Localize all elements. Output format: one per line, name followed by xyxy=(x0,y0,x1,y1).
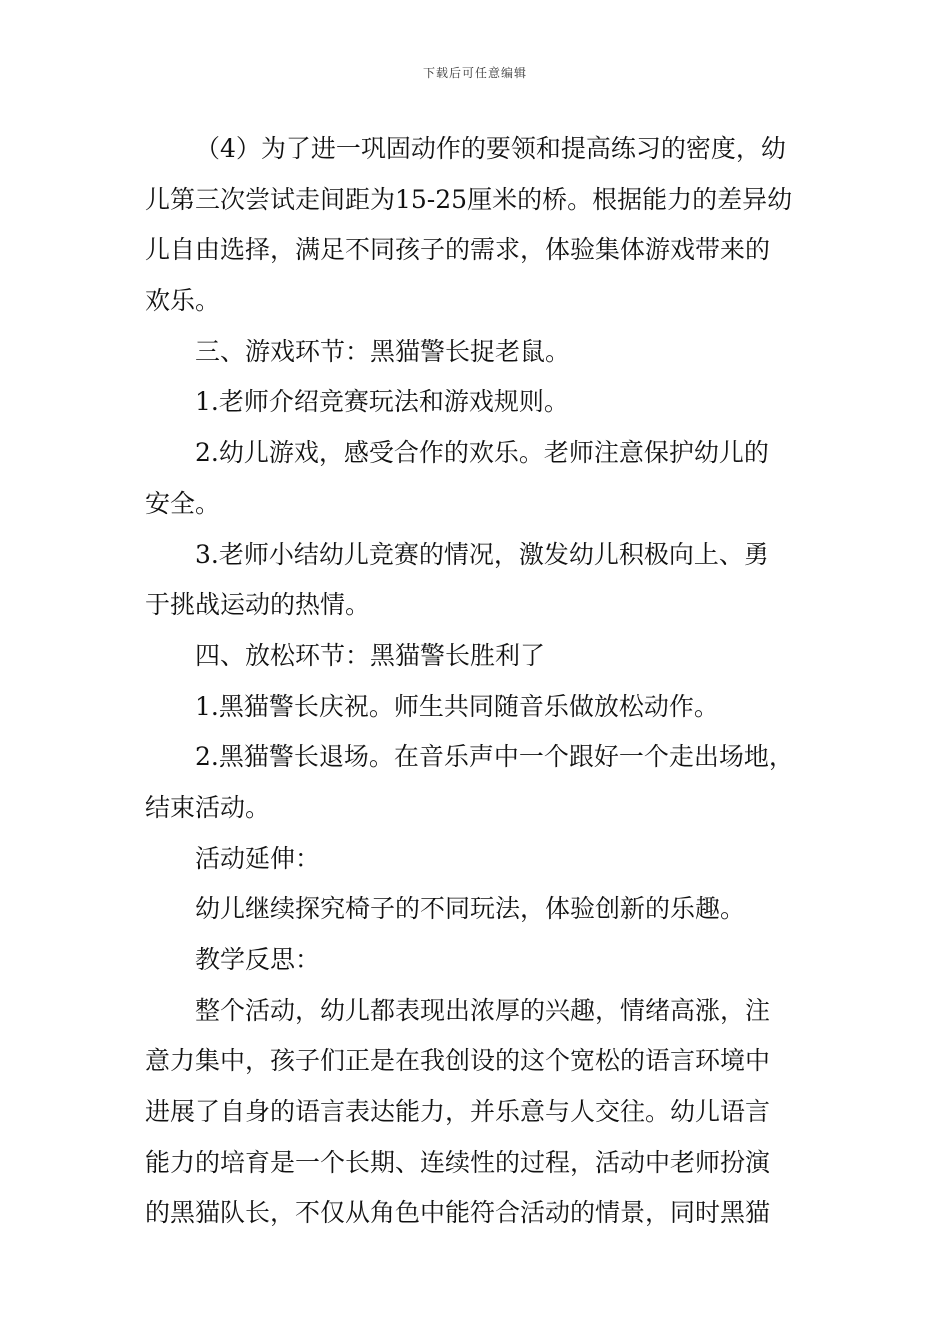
text-line: 进展了自身的语言表达能力，并乐意与人交往。幼儿语言 xyxy=(145,1097,771,1127)
text-line: 2.幼儿游戏，感受合作的欢乐。老师注意保护幼儿的 xyxy=(195,438,769,468)
text-line: 1.老师介绍竞赛玩法和游戏规则。 xyxy=(195,387,569,417)
document-body xyxy=(145,124,810,1239)
text-line: 的黑猫队长，不仅从角色中能符合活动的情景，同时黑猫 xyxy=(145,1198,771,1228)
text-line: 于挑战运动的热情。 xyxy=(145,590,371,620)
text-line: 2.黑猫警长退场。在音乐声中一个跟好一个走出场地， xyxy=(195,742,794,772)
text-line: 3.老师小结幼儿竞赛的情况，激发幼儿积极向上、勇 xyxy=(195,539,769,569)
section-heading: 三、游戏环节：黑猫警长捉老鼠。 xyxy=(195,336,571,366)
section-heading: 四、放松环节：黑猫警长胜利了 xyxy=(195,640,546,670)
text-line: 幼儿继续探究椅子的不同玩法，体验创新的乐趣。 xyxy=(195,894,746,924)
text-line: 结束活动。 xyxy=(145,792,271,822)
section-heading: 活动延伸： xyxy=(195,843,321,873)
text-line: 儿第三次尝试走间距为15-25厘米的桥。根据能力的差异幼 xyxy=(145,184,793,214)
text-line: 意力集中，孩子们正是在我创设的这个宽松的语言环境中 xyxy=(145,1046,771,1076)
text-line: 欢乐。 xyxy=(145,286,221,316)
text-line: 安全。 xyxy=(145,488,221,518)
text-line: 1.黑猫警长庆祝。师生共同随音乐做放松动作。 xyxy=(195,691,719,721)
text-line: 儿自由选择，满足不同孩子的需求，体验集体游戏带来的 xyxy=(145,235,771,265)
text-line: 能力的培育是一个长期、连续性的过程，活动中老师扮演 xyxy=(145,1147,771,1177)
page-header: 下载后可任意编辑 xyxy=(422,66,527,80)
text-line: 整个活动，幼儿都表现出浓厚的兴趣，情绪高涨，注 xyxy=(195,995,771,1025)
text-line: （4）为了进一巩固动作的要领和提高练习的密度，幼 xyxy=(195,134,786,163)
section-heading: 教学反思： xyxy=(195,945,321,974)
